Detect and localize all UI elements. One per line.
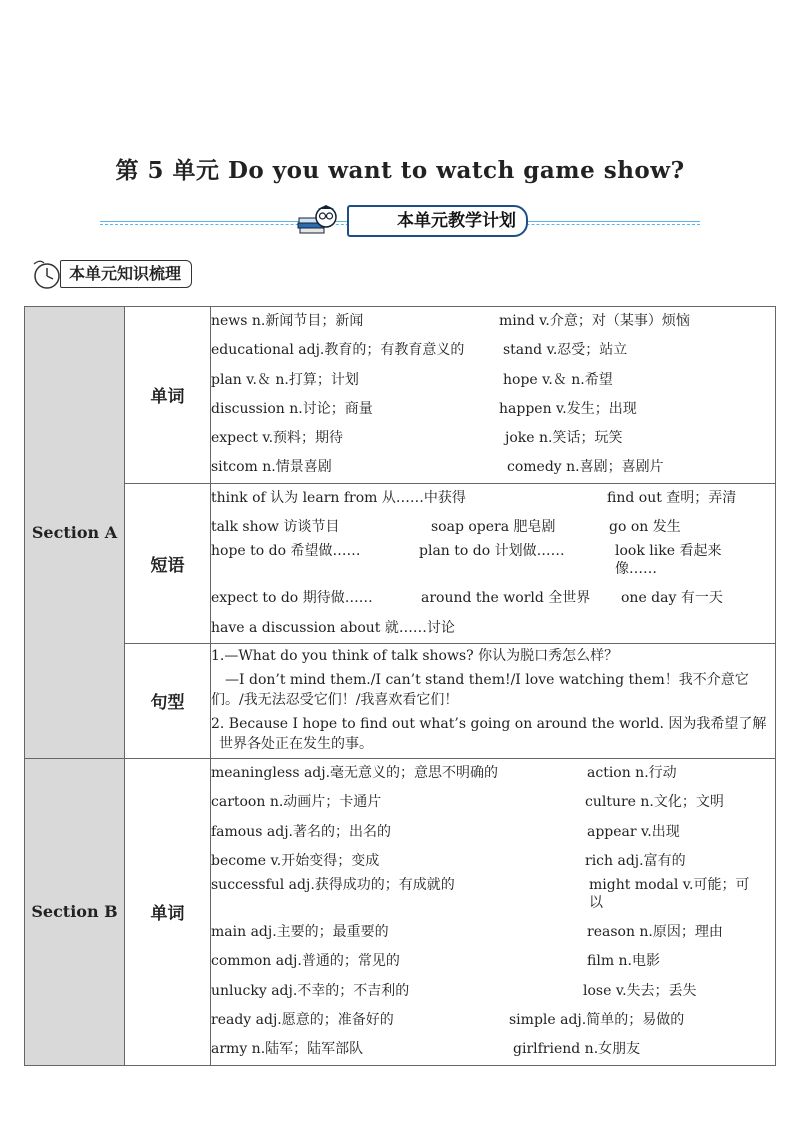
section-a-label: Section A — [25, 307, 125, 759]
subheading-label: 本单元知识梳理 — [60, 260, 192, 288]
phrase-row: think of 认为 learn from 从……中获得 find out 查明；弄清 — [211, 489, 737, 506]
section-b-vocab — [211, 758, 776, 1065]
section-a-phrases — [211, 483, 776, 643]
vocab-row: expect v.预料；期待 joke n.笑话；玩笑 — [211, 430, 623, 447]
vocab-row: unlucky adj.不幸的；不吉利的 lose v.失去；丢失 — [211, 982, 697, 999]
section-a-phrase-label: 短语 — [125, 483, 211, 643]
vocab-row: common adj.普通的；常见的 film n.电影 — [211, 953, 661, 970]
vocab-row: meaningless adj.毫无意义的；意思不明确的 action n.行动 — [211, 764, 677, 781]
section-b-vocab-label: 单词 — [125, 758, 211, 1065]
vocab-row: ready adj.愿意的；准备好的 simple adj.简单的；易做的 — [211, 1012, 685, 1029]
vocab-row: become v.开始变得；变成 rich adj.富有的 — [211, 852, 686, 869]
phrase-row: hope to do 希望做…… plan to do 计划做…… look like 看起来像…… — [211, 543, 722, 578]
vocab-row: discussion n.讨论；商量 happen v.发生；出现 — [211, 400, 637, 417]
vocab-row: successful adj.获得成功的；有成就的 might modal v.可能；可以 — [211, 877, 750, 912]
section-b-label: Section B — [25, 758, 125, 1065]
vocab-row: famous adj.著名的；出名的 appear v.出现 — [211, 823, 680, 840]
vocab-row: sitcom n.情景喜剧 comedy n.喜剧；喜剧片 — [211, 459, 664, 476]
phrase-row: have a discussion about 就……讨论 — [211, 619, 455, 636]
vocab-row: army n.陆军；陆军部队 girlfriend n.女朋友 — [211, 1041, 641, 1058]
section-a-vocab — [211, 307, 776, 484]
phrase-row: expect to do 期待做…… around the world 全世界 one day 有一天 — [211, 590, 723, 607]
phrase-row: talk show 访谈节目 soap opera 肥皂剧 go on 发生 — [211, 519, 681, 536]
banner-label: 本单元教学计划 — [347, 205, 528, 237]
section-a-sentence-label: 句型 — [125, 643, 211, 758]
sentence-item: 1.—What do you think of talk shows? 你认为脱口秀怎么样？ — [211, 647, 619, 664]
clock-icon — [30, 258, 64, 290]
page-title: 第 5 单元 Do you want to watch game show? — [115, 157, 685, 184]
vocab-row: news n.新闻节目；新闻 mind v.介意；对（某事）烦恼 — [211, 313, 690, 329]
vocab-row: plan v.＆ n.打算；计划 hope v.＆ n.希望 — [211, 371, 613, 388]
vocab-row: cartoon n.动画片；卡通片 culture n.文化；文明 — [211, 794, 724, 811]
knowledge-table — [24, 306, 776, 1066]
section-a-vocab-label: 单词 — [125, 307, 211, 484]
books-owl-icon — [296, 203, 338, 237]
teaching-plan-banner — [100, 200, 700, 240]
section-a-sentences — [211, 643, 776, 758]
sentence-item: —I don’t mind them./I can’t stand them!/I love watching them！我不介意它们。/我无法忍受它们！/我喜欢看它们！ — [211, 671, 749, 708]
vocab-row: main adj.主要的；最重要的 reason n.原因；理由 — [211, 924, 723, 941]
sentence-item: 2. Because I hope to find out what’s going on around the world. 因为我希望了解世界各处正在发生的事。 — [211, 715, 767, 752]
vocab-row: educational adj.教育的；有教育意义的 stand v.忍受；站立 — [211, 342, 628, 359]
